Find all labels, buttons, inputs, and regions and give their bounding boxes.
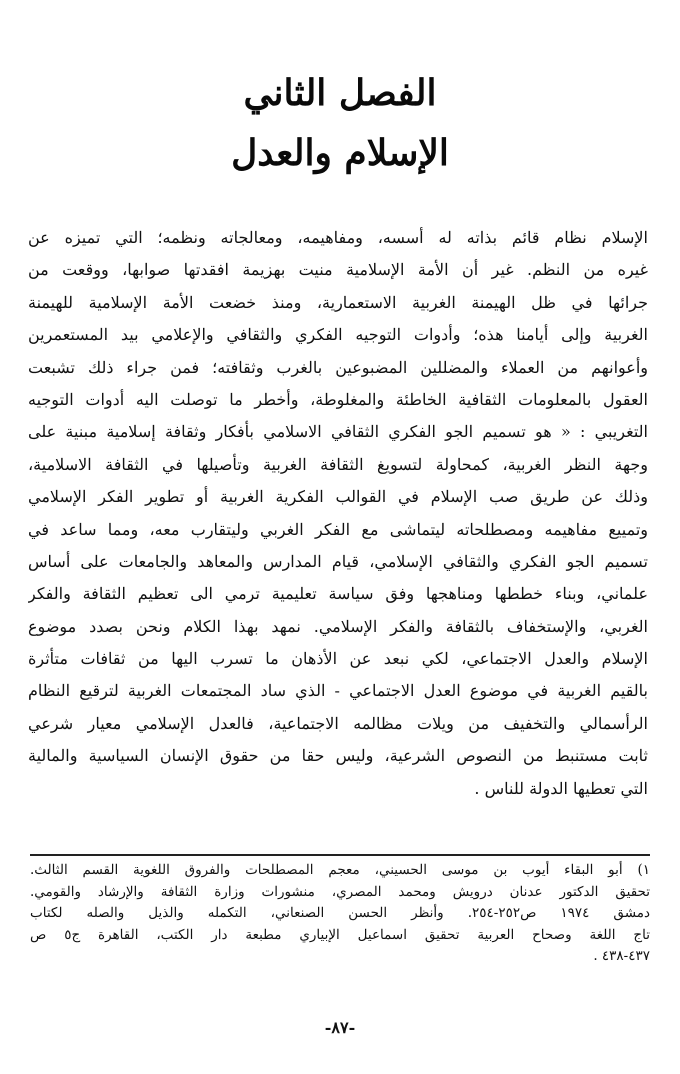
body-line: العقول بالمعلومات الثقافية الخاطئة والمغلوطة، وأخطر ما توصلت اليه أدوات التوجيه [28,389,648,409]
chapter-number-heading: الفصل الثاني [243,72,437,114]
chapter-title-heading: الإسلام والعدل [231,132,449,174]
body-line: تسميم الجو الفكري والثقافي الإسلامي، قيام المدارس والمعاهد والجامعات على أساس [28,551,648,571]
body-line: الرأسمالي والتخفيف من ويلات مظالمه الاجتماعية، فالعدل الإسلامي معيار شرعي [28,713,648,733]
body-line: الإسلام والعدل الاجتماعي، لكي نبعد عن الأذهان ما تسرب اليها من ثقافات متأثرة [28,649,648,669]
footnote-line: تاج اللغة وصحاح العربية تحقيق اسماعيل الإبياري مطبعة دار الكتب، القاهرة ج٥ ص [30,926,650,943]
body-line: الغربية وإلى أيامنا هذه؛ وأدوات التوجيه الفكري والثقافي والإعلامي بيد المستعمرين [28,325,648,345]
body-line: الإسلام نظام قائم بذاته له أسسه، ومفاهيمه، ومعالجاته ونظمه؛ التي تميزه عن [28,228,648,247]
page-number: -٨٧- [324,1018,356,1037]
body-line: غيره من النظم. غير أن الأمة الإسلامية منيت بهزيمة افقدتها صوابها، ووقعت من [28,260,648,280]
footnote-line: دمشق ١٩٧٤ ص٢٥٢-٢٥٤. وأنظر الحسن الصنعاني، التكمله والذيل والصله لكتاب [30,905,650,921]
footnote-line: ١) أبو البقاء أيوب بن موسى الحسيني، معجم المصطلحات والفروق اللغوية القسم الثالث. [30,862,650,878]
footnote-line: تحقيق الدكتور عدنان درويش ومحمد المصري، منشورات وزارة الثقافة والإرشاد والقومي. [30,883,650,900]
body-line: جرائها في ظل الهيمنة الغربية الاستعمارية، ومنذ خضعت الأمة الإسلامية للهيمنة [28,292,648,312]
body-line: علماني، وبناء خططها ومناهجها وفق سياسة تعليمية ترمي الى تعظيم الثقافة والفكر [28,584,648,604]
body-line: الغربي، والإستخفاف بالثقافة والفكر الإسلامي. نمهد بهذا الكلام ونحن بصدد موضوع [28,616,648,636]
footnote-block [30,860,650,968]
footnote-divider [30,854,650,856]
body-line: بالقيم الغربية في موضوع العدل الاجتماعي - الذي ساد المجتمعات الغربية لترقيع النظام [28,681,648,701]
footnote-line: ٤٣٧-٤٣٨ . [593,948,650,964]
body-line: وتمييع مفاهيمه ومصطلحاته ليتماشى مع الفكر الغربي وليتقارب معه، ومما ساعد في [28,519,648,539]
body-line: ثابت مستنبط من النصوص الشرعية، وليس حقا من حقوق الإنسان السياسية والمالية [28,746,648,766]
body-line: التغريبي : « هو تسميم الجو الفكري الثقافي الاسلامي بأفكار وثقافة إسلامية مبنية على [28,422,648,442]
body-paragraph [28,222,648,805]
body-line: التي تعطيها الدولة للناس . [474,778,648,798]
body-line: وذلك عن طريق صب الإسلام في القوالب الفكرية الغربية أو تطوير الفكر الإسلامي [28,487,648,507]
body-line: وجهة النظر الغربية، كمحاولة لتسويغ الثقافة الغربية وتأصيلها في الثقافة الاسلامية، [28,454,648,474]
body-line: وأعوانهم من العملاء والمضللين المضبوعين بالغرب وثقافته؛ فمن جراء ذلك تشبعت [28,357,648,377]
